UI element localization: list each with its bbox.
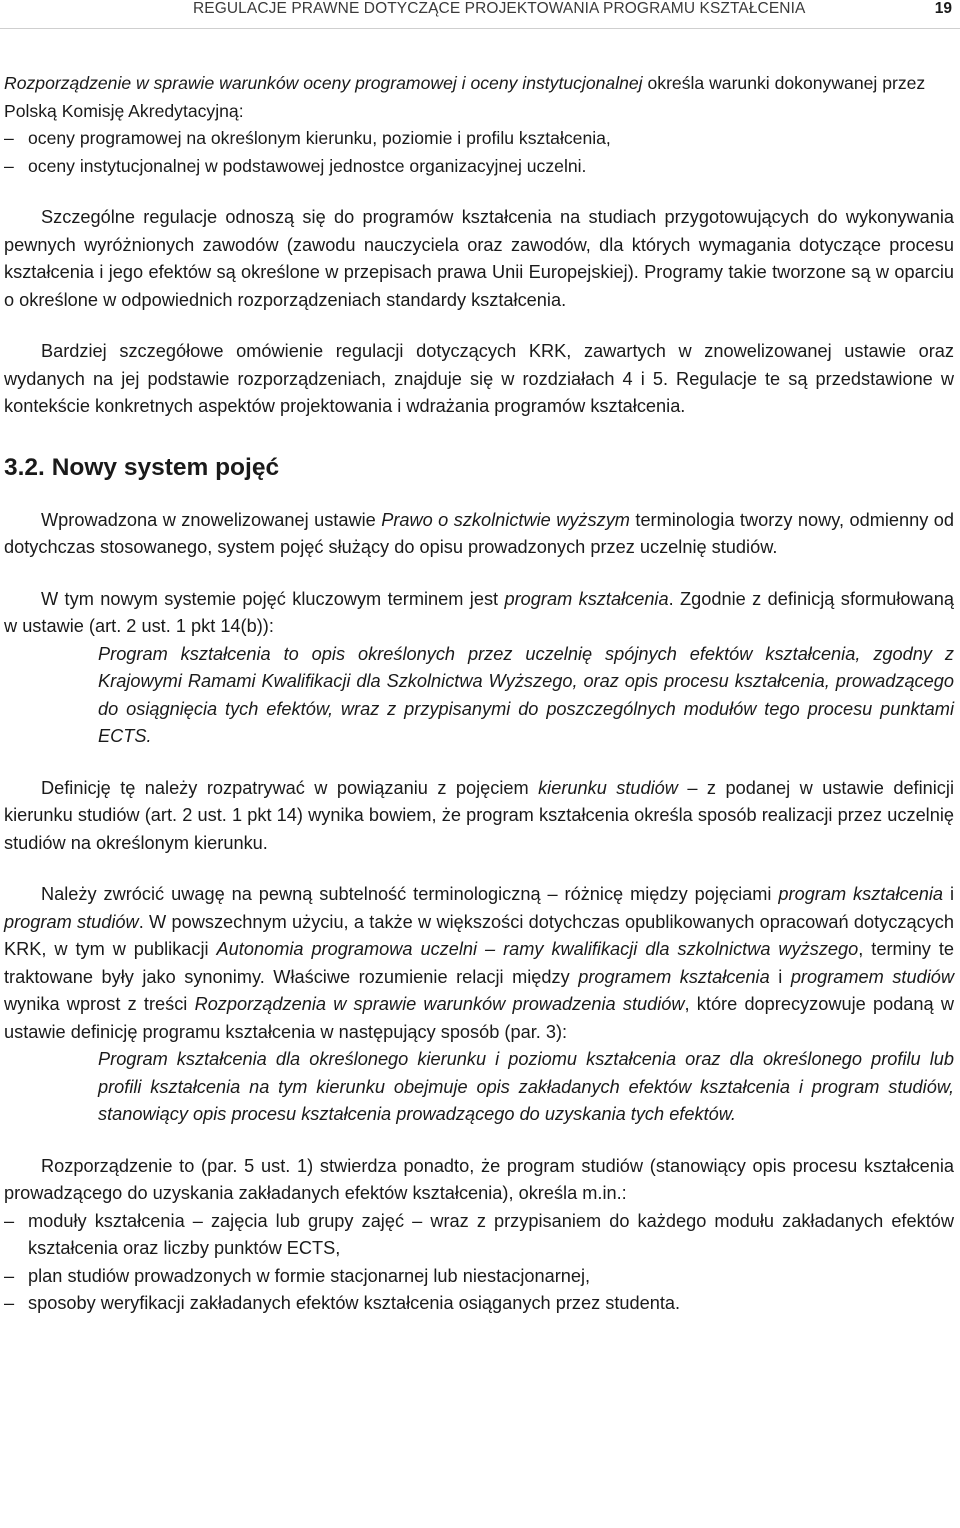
- text-run: W tym nowym systemie pojęć kluczowym terminem jest: [41, 588, 505, 609]
- text-run-italic: Prawo o szkolnictwie wyższym: [381, 509, 630, 530]
- text-run: Definicję tę należy rozpatrywać w powiązaniu z pojęciem: [41, 777, 539, 798]
- text-run: . W powszechnym użyciu, a także w większości dotychczas opublikowanych opracowań dotyczących KRK, w tym w publikacji: [4, 911, 954, 959]
- header-divider: [0, 28, 960, 29]
- definition-paragraph: [4, 775, 954, 858]
- program-definition-quote: Program kształcenia dla określonego kierunku i poziomu kształcenia oraz dla określonego profilu lub profili kształcenia na tym kierunku obejmuje opis zakładanych efektów kształcenia i program studiów, stanowiący opis procesu kształcenia prowadzącego do uzyskania tych efektów.: [98, 1049, 954, 1124]
- text-run-italic: Rozporządzenia w sprawie warunków prowadzenia studiów: [194, 994, 685, 1014]
- list-item: – plan studiów prowadzonych w formie stacjonarnej lub niestacjonarnej,: [4, 1263, 954, 1291]
- text-run-italic: kierunku studiów: [538, 777, 678, 798]
- new-system-paragraph: [4, 507, 954, 562]
- page-number: 19: [934, 0, 952, 17]
- page-body: [4, 70, 954, 1318]
- text-run-italic: programem studiów: [790, 966, 954, 987]
- text-run: , które doprecyzowuje podaną w ustawie definicję programu kształcenia w następujący sposób (par. 3):: [4, 994, 955, 1042]
- text-run: , terminy te traktowane były jako synonimy. Właściwe rozumienie relacji między: [4, 939, 955, 987]
- krk-paragraph: Bardziej szczegółowe omówienie regulacji dotyczących KRK, zawartych w znowelizowanej ustawie oraz wydanych na jej podstawie rozporządzeniach, znajduje się w rozdziałach 4 i 5. Regulacje te są przedstawione w kontekście konkretnych aspektów projektowania i wdrażania programów kształcenia.: [4, 341, 954, 416]
- text-run: – z podanej w ustawie definicji kierunku studiów (art. 2 ust. 1 pkt 14) wynika bowiem, że program kształcenia określa sposób realizacji przez uczelnię studiów na określonym kierunku.: [4, 777, 954, 853]
- text-run: wynika wprost z treści: [4, 994, 195, 1014]
- list-item: – moduły kształcenia – zajęcia lub grupy zajęć – wraz z przypisaniem do każdego modułu zakładanych efektów kształcenia oraz liczby punktów ECTS,: [4, 1208, 954, 1263]
- running-header: [0, 0, 960, 26]
- text-run: Wprowadzona w znowelizowanej ustawie: [41, 509, 382, 530]
- text-run-italic: program studiów: [4, 911, 139, 932]
- intro-block: [4, 70, 954, 180]
- list-item: – oceny programowej na określonym kierunku, poziomie i profilu kształcenia,: [4, 125, 954, 153]
- text-run-italic: Autonomia programowa uczelni – ramy kwalifikacji dla szkolnictwa wyższego: [216, 939, 859, 959]
- special-regulations-paragraph: Szczególne regulacje odnoszą się do programów kształcenia na studiach przygotowujących do wykonywania pewnych wyróżnionych zawodów (zawodu nauczyciela oraz zawodów, dla których wymagania dotyczące procesu kształcenia i jego efektów są określone w przepisach prawa Unii Europejskiej). Programy takie tworzone są w oparciu o określone w odpowiednich rozporządzeniach standardy kształcenia.: [4, 207, 954, 310]
- intro-paragraph: [4, 70, 954, 125]
- section-title: Nowy system pojęć: [51, 453, 280, 481]
- program-elements-list: [4, 1208, 954, 1318]
- definition-quote: Program kształcenia to opis określonych przez uczelnię spójnych efektów kształcenia, zgodny z Krajowymi Ramami Kwalifikacji dla Szkolnictwa Wyższego, oraz opis procesu kształcenia, prowadzącego do osiągnięcia tych efektów, wraz z przypisanymi do poszczególnych modułów tego procesu punktami ECTS.: [98, 643, 954, 746]
- section-heading: [4, 453, 954, 483]
- regulation-paragraph: Rozporządzenie to (par. 5 ust. 1) stwierdza ponadto, że program studiów (stanowiący opis procesu kształcenia prowadzącego do uzyskania zakładanych efektów kształcenia), określa m.in.:: [4, 1155, 954, 1203]
- running-header-title: REGULACJE PRAWNE DOTYCZĄCE PROJEKTOWANIA PROGRAMU KSZTAŁCENIA: [193, 0, 806, 17]
- section-number: 3.2.: [4, 453, 45, 481]
- text-run-italic: program kształcenia: [504, 588, 669, 609]
- text-run-italic: programem kształcenia: [578, 966, 770, 987]
- intro-regulation-title: Rozporządzenie w sprawie warunków oceny programowej i oceny instytucjonalnej: [4, 73, 643, 93]
- text-run: i: [769, 966, 791, 987]
- list-item: – oceny instytucjonalnej w podstawowej jednostce organizacyjnej uczelni.: [4, 153, 954, 181]
- text-run: . Zgodnie z definicją sformułowaną w ustawie (art. 2 ust. 1 pkt 14(b)):: [4, 588, 954, 636]
- terminology-paragraph: [4, 881, 954, 1046]
- text-run: terminologia tworzy nowy, odmienny od dotychczas stosowanego, system pojęć służący do opisu prowadzonych przez uczelnię studiów.: [4, 509, 955, 557]
- intro-paragraph-text: określa warunki dokonywanej przez Polską Komisję Akredytacyjną:: [4, 73, 926, 121]
- key-term-paragraph: [4, 586, 954, 641]
- text-run: i: [943, 884, 955, 904]
- text-run: Należy zwrócić uwagę na pewną subtelność terminologiczną – różnicę między pojęciami: [41, 884, 779, 904]
- text-run-italic: program kształcenia: [778, 884, 944, 904]
- list-item: – sposoby weryfikacji zakładanych efektów kształcenia osiąganych przez studenta.: [4, 1290, 954, 1318]
- intro-list: [4, 125, 954, 180]
